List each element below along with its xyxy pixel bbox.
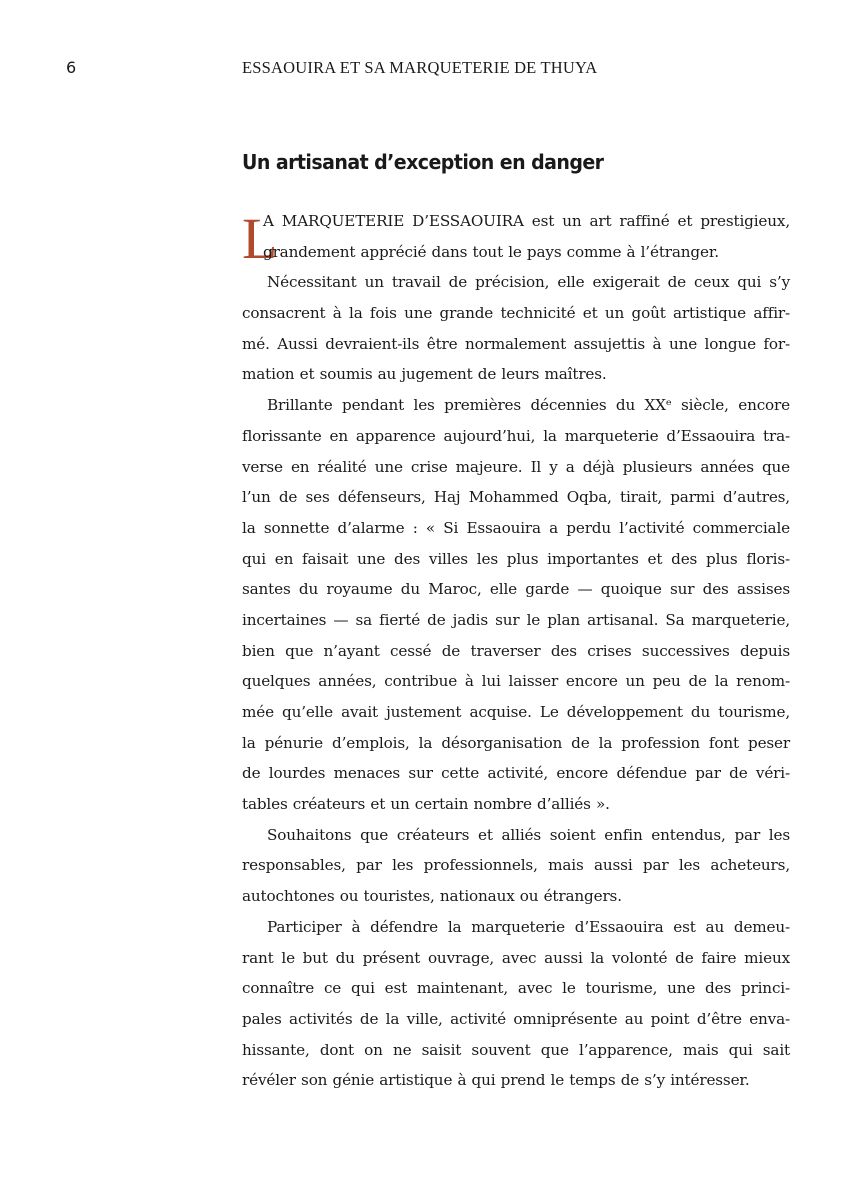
text-line: mée qu’elle avait justement acquise. Le développement du tourisme, [242,703,790,721]
text-line: l’un de ses défenseurs, Haj Mohammed Oqba, tirait, parmi d’autres, [242,488,790,507]
text-line: florissante en apparence aujourd’hui, la marqueterie d’Essaouira tra- [242,426,790,445]
text-line: Souhaitons que créateurs et alliés soient enfin entendus, par les [267,825,790,844]
text-line: verse en réalité une crise majeure. Il y a déjà plusieurs années que [242,457,790,476]
text-line: révéler son génie artistique à qui prend le temps de s’y intéresser. [242,1071,750,1090]
body-text [242,206,790,1096]
text-line: rant le but du présent ouvrage, avec aussi la volonté de faire mieux [242,948,790,967]
page-number: 6 [66,58,77,77]
text-line: Participer à défendre la marqueterie d’Essaouira est au demeu- [267,917,790,936]
text-line: A MARQUETERIE D’ESSAOUIRA est un art raffiné et prestigieux, [263,212,790,230]
text-line: incertaines — sa fierté de jadis sur le plan artisanal. Sa marqueterie, [242,610,790,629]
text-line: la sonnette d’alarme : « Si Essaouira a perdu l’activité commerciale [242,518,790,537]
running-head: ESSAOUIRA ET SA MARQUETERIE DE THUYA [242,58,598,77]
text-line: mé. Aussi devraient-ils être normalement assujettis à une longue for- [242,334,790,353]
text-line: tables créateurs et un certain nombre d’alliés ». [242,795,610,814]
text-line: Nécessitant un travail de précision, elle exigerait de ceux qui s’y [267,273,790,292]
text-line: mation et soumis au jugement de leurs maîtres. [242,365,607,384]
drop-cap: L [242,206,278,271]
text-line: responsables, par les professionnels, mais aussi par les acheteurs, [242,856,790,875]
text-line: santes du royaume du Maroc, elle garde — quoique sur des assises [242,580,790,599]
text-line: hissante, dont on ne saisit souvent que l’apparence, mais qui sait [242,1040,790,1059]
text-line: connaître ce qui est maintenant, avec le tourisme, une des princi- [242,979,790,998]
text-line: la pénurie d’emplois, la désorganisation de la profession font peser [242,733,790,752]
text-line: de lourdes menaces sur cette activité, encore défendue par de véri- [242,764,790,783]
text-line: consacrent à la fois une grande technicité et un goût artistique affir- [242,304,790,323]
text-line: bien que n’ayant cessé de traverser des crises successives depuis [242,641,790,660]
text-line: grandement apprécié dans tout le pays comme à l’étranger. [263,242,719,261]
text-line: qui en faisait une des villes les plus importantes et des plus floris- [242,549,790,568]
text-line: Brillante pendant les premières décennies du XXᵉ siècle, encore [267,396,790,415]
text-line: autochtones ou touristes, nationaux ou étrangers. [242,887,622,906]
text-line: quelques années, contribue à lui laisser encore un peu de la renom- [242,672,790,691]
section-title: Un artisanat d’exception en danger [242,150,604,174]
text-line: pales activités de la ville, activité omniprésente au point d’être enva- [242,1009,790,1028]
